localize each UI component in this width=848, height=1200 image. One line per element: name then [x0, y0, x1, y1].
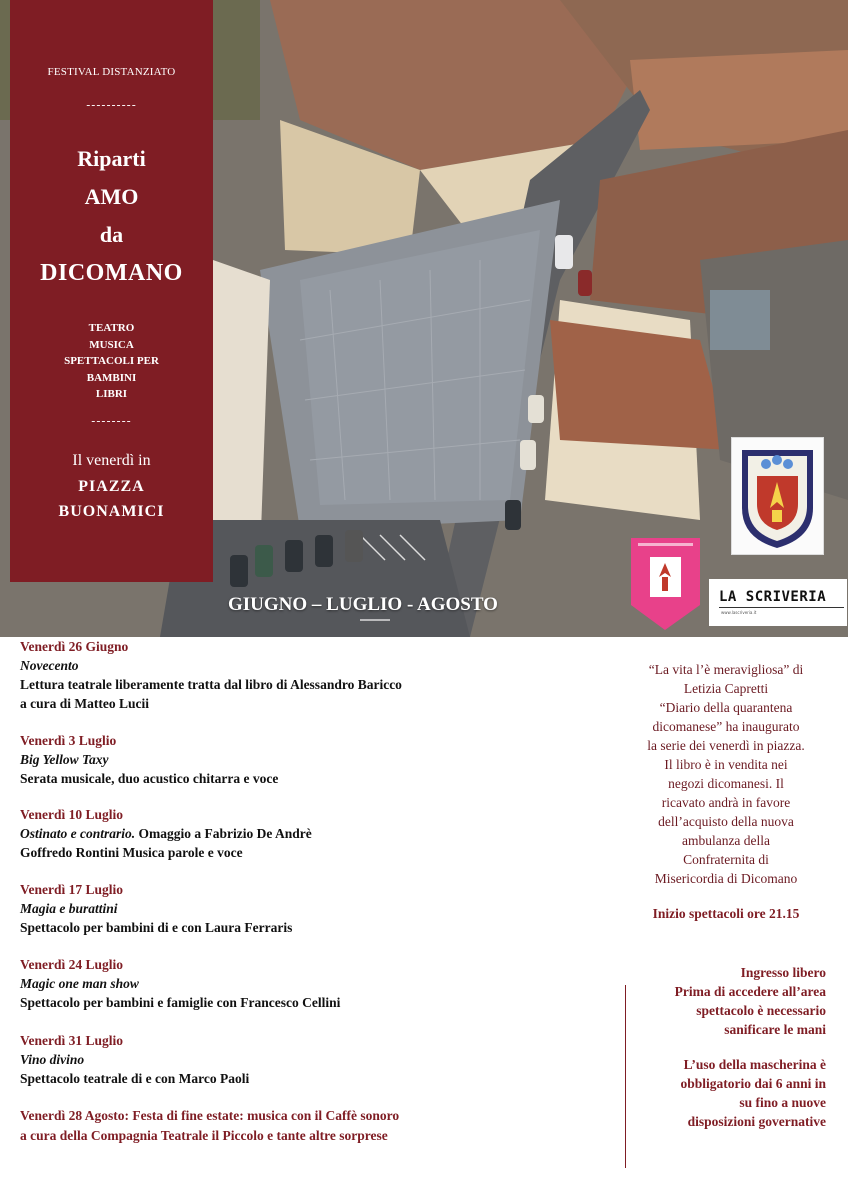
event-date: Venerdì 24 Luglio: [20, 957, 124, 972]
book-note: [626, 660, 826, 888]
event-description: Lettura teatrale liberamente tratta dal libro di Alessandro Baricco: [20, 677, 402, 692]
event-item: [20, 955, 580, 1012]
event-description: Goffredo Rontini Musica parole e voce: [20, 845, 243, 860]
title-line: AMO: [84, 184, 139, 209]
venue-name: [10, 474, 213, 524]
final-event-line: a cura della Compagnia Teatrale il Piccolo e tante altre sorprese: [20, 1128, 388, 1143]
book-note-line: “La vita l’è meravigliosa” di: [648, 662, 804, 677]
book-note-line: ricavato andrà in favore: [661, 795, 791, 810]
book-note-line: Il libro è in vendita nei: [664, 757, 788, 772]
banner-divider-bottom: --------: [91, 414, 132, 428]
months-heading: GIUGNO – LUGLIO - AGOSTO: [228, 594, 498, 615]
venue-line: BUONAMICI: [58, 503, 165, 520]
festival-banner: [10, 0, 213, 582]
category: TEATRO: [88, 322, 135, 334]
book-note-line: Confraternita di: [683, 852, 769, 867]
event-date: Venerdì 3 Luglio: [20, 733, 117, 748]
event-title: Novecento: [20, 658, 79, 673]
book-note-line: Letizia Capretti: [683, 681, 769, 696]
start-time: Inizio spettacoli ore 21.15: [652, 906, 800, 921]
event-date: Venerdì 17 Luglio: [20, 882, 124, 897]
book-note-line: negozi dicomanesi. Il: [668, 776, 784, 791]
final-event-line: Venerdì 28 Agosto: Festa di fine estate: musica con il Caffè sonoro: [20, 1108, 400, 1123]
event-title-rest: Omaggio a Fabrizio De Andrè: [135, 826, 312, 841]
event-item: [20, 637, 580, 713]
municipal-crest-logo: [731, 437, 824, 555]
event-item: [20, 731, 580, 788]
book-note-line: “Diario della quarantena: [659, 700, 793, 715]
title-line: DICOMANO: [40, 260, 183, 286]
event-description: Spettacolo per bambini e famiglie con Francesco Cellini: [20, 995, 341, 1010]
event-description: a cura di Matteo Lucii: [20, 696, 149, 711]
event-item: [20, 805, 580, 862]
mask-info-line: obbligatorio dai 6 anni in: [680, 1076, 826, 1091]
event-title: Magic one man show: [20, 976, 139, 991]
mask-info-line: su fino a nuove: [739, 1095, 826, 1110]
book-note-line: dicomanese” ha inaugurato: [652, 719, 800, 734]
side-divider: [625, 985, 626, 1168]
scriveria-name: LA SCRIVERIA: [719, 589, 827, 605]
la-scriveria-logo: [709, 579, 847, 626]
event-date: Venerdì 10 Luglio: [20, 807, 124, 822]
event-title: Vino divino: [20, 1052, 85, 1067]
category: BAMBINI: [86, 371, 137, 384]
pink-shield-logo: [628, 535, 703, 633]
book-note-line: dell’acquisto della nuova: [658, 814, 794, 829]
event-item: [20, 880, 580, 937]
event-description: Serata musicale, duo acustico chitarra e voce: [20, 771, 279, 786]
festival-categories: [10, 320, 213, 403]
crest-icon: [732, 438, 823, 554]
book-note-line: la serie dei venerdì in piazza.: [647, 738, 805, 753]
event-title: [20, 824, 580, 843]
festival-kicker: FESTIVAL DISTANZIATO: [47, 66, 176, 78]
mask-info-line: disposizioni governative: [687, 1114, 826, 1129]
shield-icon: [628, 535, 703, 633]
scriveria-rule: [719, 607, 844, 608]
final-event: [20, 1106, 399, 1146]
entry-info: [630, 963, 826, 1039]
title-line: Riparti: [77, 146, 146, 171]
scriveria-url: www.lascriveria.it: [721, 610, 757, 615]
mask-info-line: L’uso della mascherina è: [683, 1057, 826, 1072]
title-line: da: [99, 222, 124, 247]
entry-info-line: Prima di accedere all’area: [674, 984, 826, 999]
event-date: Venerdì 31 Luglio: [20, 1033, 124, 1048]
event-description: Spettacolo teatrale di e con Marco Paoli: [20, 1071, 250, 1086]
event-date: Venerdì 26 Giugno: [20, 639, 129, 654]
event-title: Magia e burattini: [20, 901, 118, 916]
book-note-line: ambulanza della: [681, 833, 771, 848]
banner-divider-top: ----------: [86, 98, 137, 112]
venue-line: PIAZZA: [78, 478, 145, 495]
entry-info-line: Ingresso libero: [740, 965, 826, 980]
entry-info-line: spettacolo è necessario: [696, 1003, 826, 1018]
festival-title: [10, 140, 213, 292]
category: LIBRI: [95, 388, 128, 400]
event-title-main: Ostinato e contrario.: [20, 826, 136, 841]
event-title: Big Yellow Taxy: [20, 752, 109, 767]
venue-intro: Il venerdì in: [72, 452, 151, 469]
event-item: [20, 1031, 580, 1088]
mask-info: [630, 1055, 826, 1131]
book-note-line: Misericordia di Dicomano: [654, 871, 798, 886]
category: MUSICA: [89, 338, 134, 351]
event-description: Spettacolo per bambini di e con Laura Ferraris: [20, 920, 293, 935]
entry-info-line: sanificare le mani: [724, 1022, 826, 1037]
category: SPETTACOLI PER: [64, 355, 159, 367]
